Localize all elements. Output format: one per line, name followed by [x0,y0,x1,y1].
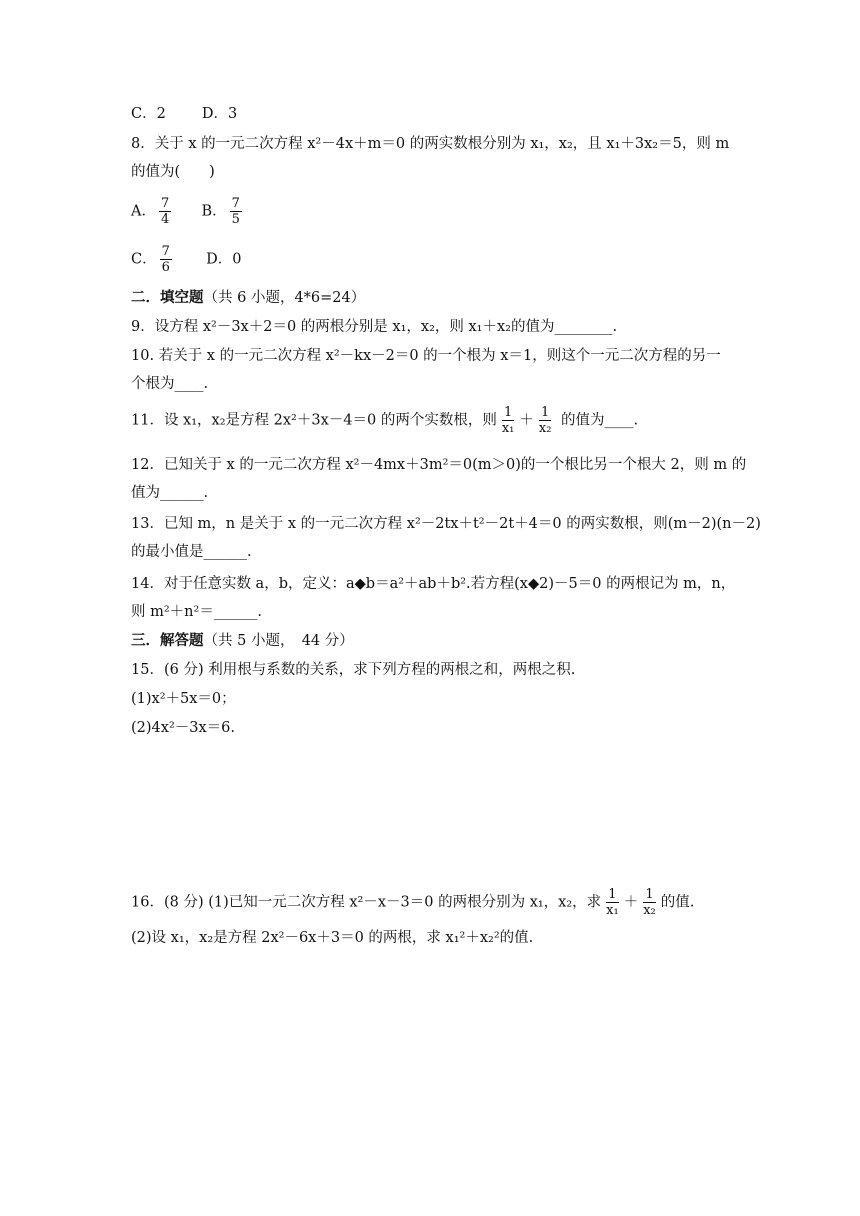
q15-part2: (2)4x²－3x＝6. [131,720,235,736]
fraction-denominator: x₂ [643,903,656,918]
q11-fraction-1 [500,405,517,436]
q8-line1: 8．关于 x 的一元二次方程 x²－4x＋m＝0 的两实数根分别为 x₁，x₂，且 x₁＋3x₂＝5，则 m [131,136,730,152]
q13-line2: 的最小值是______. [131,544,252,560]
q10-line2: 个根为____. [131,376,209,392]
q16-fraction-1 [604,887,621,918]
q11-prefix: 11．设 x₁，x₂是方程 2x²＋3x－4＝0 的两个实数根，则 [131,412,497,429]
fraction-denominator: 4 [160,212,170,227]
fraction-denominator: x₁ [606,903,619,918]
q8-option-b-fraction [230,196,242,227]
q8-option-c-fraction [160,244,172,275]
q15-line1: 15．(6 分) 利用根与系数的关系，求下列方程的两根之和，两根之积. [131,662,576,678]
q8-line2: 的值为( ) [131,164,215,180]
q8-option-b-label: B． [201,203,227,220]
section2-heading [131,288,365,308]
section2-title: 二．填空题 [131,289,204,306]
fraction-numerator: 7 [231,196,240,211]
q8-option-a-fraction [159,196,171,227]
q8-option-d: D．0 [206,251,242,268]
q16-plus: ＋ [623,894,639,911]
q11-suffix: 的值为____. [556,412,639,429]
q8-options-cd [131,244,241,275]
q16-fraction-2 [641,887,658,918]
q11-fraction-2 [537,405,554,436]
fraction-denominator: x₁ [501,421,515,436]
section3-heading [131,631,354,651]
fraction-numerator: 7 [161,244,170,259]
q16-prefix: 16．(8 分) (1)已知一元二次方程 x²－x－3＝0 的两根分别为 x₁，x₂，求 [131,894,602,911]
q16-line1 [131,887,694,918]
q8-option-c-label: C． [131,251,157,268]
q7-options [131,104,237,124]
q7-option-c: C．2 [131,106,166,122]
fraction-denominator: x₂ [538,421,552,436]
fraction-denominator: 5 [231,212,240,227]
q12-line1: 12．已知关于 x 的一元二次方程 x²－4mx＋3m²＝0(m＞0)的一个根比另一个根大 2，则 m 的 [131,457,747,473]
section2-note: （共 6 小题，4*6=24） [203,290,366,306]
q7-option-d: D．3 [201,106,238,122]
fraction-denominator: 6 [161,260,170,275]
q15-part1: (1)x²＋5x＝0； [131,691,236,707]
section3-title: 三．解答题 [131,632,204,649]
section3-note: （共 5 小题， 44 分） [203,633,354,649]
q16-suffix: 的值. [660,894,695,911]
q11-text [131,405,638,436]
q16-part2: (2)设 x₁，x₂是方程 2x²－6x＋3＝0 的两根，求 x₁²＋x₂²的值. [131,930,534,946]
fraction-numerator: 7 [160,196,170,211]
fraction-numerator: 1 [503,405,513,420]
q8-options-ab [131,196,245,227]
fraction-numerator: 1 [541,405,550,420]
q8-option-a-label: A． [131,203,156,220]
q13-line1: 13．已知 m，n 是关于 x 的一元二次方程 x²－2tx＋t²－2t＋4＝0 的两实数根，则(m－2)(n－2) [131,516,761,532]
q9-text: 9．设方程 x²－3x＋2＝0 的两根分别是 x₁，x₂，则 x₁＋x₂的值为________. [131,319,618,335]
q12-line2: 值为______. [131,485,209,501]
q10-line1: 10. 若关于 x 的一元二次方程 x²－kx－2＝0 的一个根为 x＝1，则这个一元二次方程的另一 [131,348,721,364]
q11-plus: ＋ [519,412,534,429]
fraction-numerator: 1 [645,887,654,902]
q14-line2: 则 m²＋n²＝______. [131,604,262,620]
q14-line1: 14．对于任意实数 a，b，定义：a◆b＝a²＋ab＋b².若方程(x◆2)－5＝0 的两根记为 m，n， [131,576,736,592]
fraction-numerator: 1 [608,887,617,902]
